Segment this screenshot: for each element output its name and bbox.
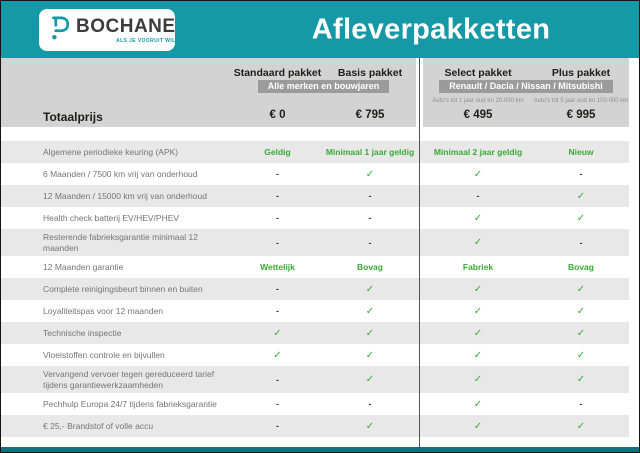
dash-icon: - xyxy=(276,213,279,223)
dash-icon: - xyxy=(368,399,372,409)
select-eligibility-note: Auto's tot 1 jaar oud en 20.000 km xyxy=(432,98,524,104)
dash-icon: - xyxy=(476,191,480,201)
check-icon: ✓ xyxy=(576,327,586,339)
check-icon: ✓ xyxy=(273,327,282,339)
brand-tagline: ALS JE VOORUIT WIL xyxy=(116,37,176,44)
check-icon: ✓ xyxy=(576,190,586,202)
feature-label: Algemene periodieke keuring (APK) xyxy=(43,146,179,157)
group-badge-all-brands: Alle merken en bouwjaren xyxy=(258,80,390,93)
check-icon: ✓ xyxy=(365,374,375,385)
price-select: € 495 xyxy=(463,109,493,121)
price-basis: € 795 xyxy=(355,109,385,121)
header xyxy=(1,1,639,58)
dash-icon: - xyxy=(276,421,279,431)
totals-label: Totaalprijs xyxy=(43,109,103,124)
check-icon: ✓ xyxy=(473,420,483,432)
column-header-select: Select pakket xyxy=(444,66,512,79)
band-body-spacer xyxy=(1,127,629,141)
feature-label: 12 Maanden garantie xyxy=(43,261,124,272)
check-icon: ✓ xyxy=(473,283,483,295)
value-text: Geldig xyxy=(264,147,291,157)
bochane-logo xyxy=(39,9,175,51)
price-standaard: € 0 xyxy=(269,109,286,121)
feature-label: € 25,- Brandstof of volle accu xyxy=(43,420,154,431)
check-icon: ✓ xyxy=(473,349,483,361)
label-column-spacer xyxy=(1,58,231,79)
value-text: Wettelijk xyxy=(260,262,295,272)
check-icon: ✓ xyxy=(576,212,586,224)
group-divider-line xyxy=(419,58,420,449)
check-icon: ✓ xyxy=(365,327,375,339)
dash-icon: - xyxy=(579,169,583,179)
value-text: Fabriek xyxy=(462,262,494,272)
feature-row xyxy=(1,185,629,207)
feature-rows xyxy=(1,141,629,437)
feature-label: Vloeistoffen controle en bijvullen xyxy=(43,349,165,360)
feature-label: 12 Maanden / 15000 km vrij van onderhoud xyxy=(43,190,207,201)
value-text: Nieuw xyxy=(568,147,594,157)
dash-icon: - xyxy=(368,191,372,201)
check-icon: ✓ xyxy=(576,283,586,295)
check-icon: ✓ xyxy=(473,398,483,410)
column-header-plus: Plus pakket xyxy=(551,66,611,79)
value-text: Minimaal 2 jaar geldig xyxy=(433,147,523,157)
feature-label: Vervangend vervoer tegen gereduceerd tarief tijdens garantiewerkzaamheden xyxy=(43,369,215,390)
column-header-basis: Basis pakket xyxy=(337,66,403,79)
feature-label: Technische inspectie xyxy=(43,327,122,338)
feature-row xyxy=(1,415,629,437)
feature-row xyxy=(1,256,629,278)
check-icon: ✓ xyxy=(576,305,586,317)
feature-row xyxy=(1,344,629,366)
dash-icon: - xyxy=(368,213,372,223)
value-text: Minimaal 1 jaar geldig xyxy=(325,147,415,157)
check-icon: ✓ xyxy=(576,420,586,432)
feature-label: Health check batterij EV/HEV/PHEV xyxy=(43,212,180,223)
dash-icon: - xyxy=(276,306,279,316)
check-icon: ✓ xyxy=(473,374,483,385)
column-header-standaard: Standaard pakket xyxy=(233,66,322,79)
feature-label: Complete reinigingsbeurt binnen en buiten xyxy=(43,283,203,294)
dash-icon: - xyxy=(276,237,279,248)
value-text: Bovag xyxy=(357,262,383,272)
dash-icon: - xyxy=(276,191,279,201)
check-icon: ✓ xyxy=(576,349,586,361)
page-title: Afleverpakketten xyxy=(311,13,551,45)
check-icon: ✓ xyxy=(365,420,375,432)
check-icon: ✓ xyxy=(365,168,375,180)
bochane-logo-icon xyxy=(47,13,71,48)
feature-label: Resterende fabrieksgarantie minimaal 12 maanden xyxy=(43,232,198,253)
check-icon: ✓ xyxy=(365,283,375,295)
price-plus: € 995 xyxy=(566,109,596,121)
check-icon: ✓ xyxy=(473,237,483,248)
check-icon: ✓ xyxy=(473,327,483,339)
dash-icon: - xyxy=(276,169,279,179)
feature-row xyxy=(1,229,629,256)
dash-icon: - xyxy=(276,399,279,409)
feature-label: Loyaliteitspas voor 12 maanden xyxy=(43,305,164,316)
dash-icon: - xyxy=(276,284,279,294)
feature-label: Pechhulp Europa 24/7 tijdens fabrieksgarantie xyxy=(43,398,217,409)
dash-icon: - xyxy=(276,374,279,385)
group-badge-brands: Renault / Dacia / Nissan / Mitsubishi xyxy=(439,80,613,93)
check-icon: ✓ xyxy=(273,349,282,361)
feature-row xyxy=(1,163,629,185)
check-icon: ✓ xyxy=(365,305,375,317)
plus-eligibility-note: Auto's tot 5 jaar oud en 100.000 km xyxy=(533,98,629,104)
value-text: Bovag xyxy=(568,262,594,272)
feature-row xyxy=(1,393,629,415)
feature-row xyxy=(1,278,629,300)
check-icon: ✓ xyxy=(473,212,483,224)
feature-row xyxy=(1,141,629,163)
feature-row xyxy=(1,366,629,393)
dash-icon: - xyxy=(368,237,372,248)
check-icon: ✓ xyxy=(473,305,483,317)
brand-name: BOCHANE xyxy=(76,15,176,37)
check-icon: ✓ xyxy=(576,374,586,385)
table-header-band xyxy=(1,58,629,127)
check-icon: ✓ xyxy=(473,168,483,180)
footer-bar xyxy=(1,447,639,452)
dash-icon: - xyxy=(579,399,583,409)
feature-row xyxy=(1,207,629,229)
feature-row xyxy=(1,300,629,322)
feature-label: 6 Maanden / 7500 km vrij van onderhoud xyxy=(43,168,198,179)
check-icon: ✓ xyxy=(365,349,375,361)
feature-row xyxy=(1,322,629,344)
dash-icon: - xyxy=(579,237,583,248)
